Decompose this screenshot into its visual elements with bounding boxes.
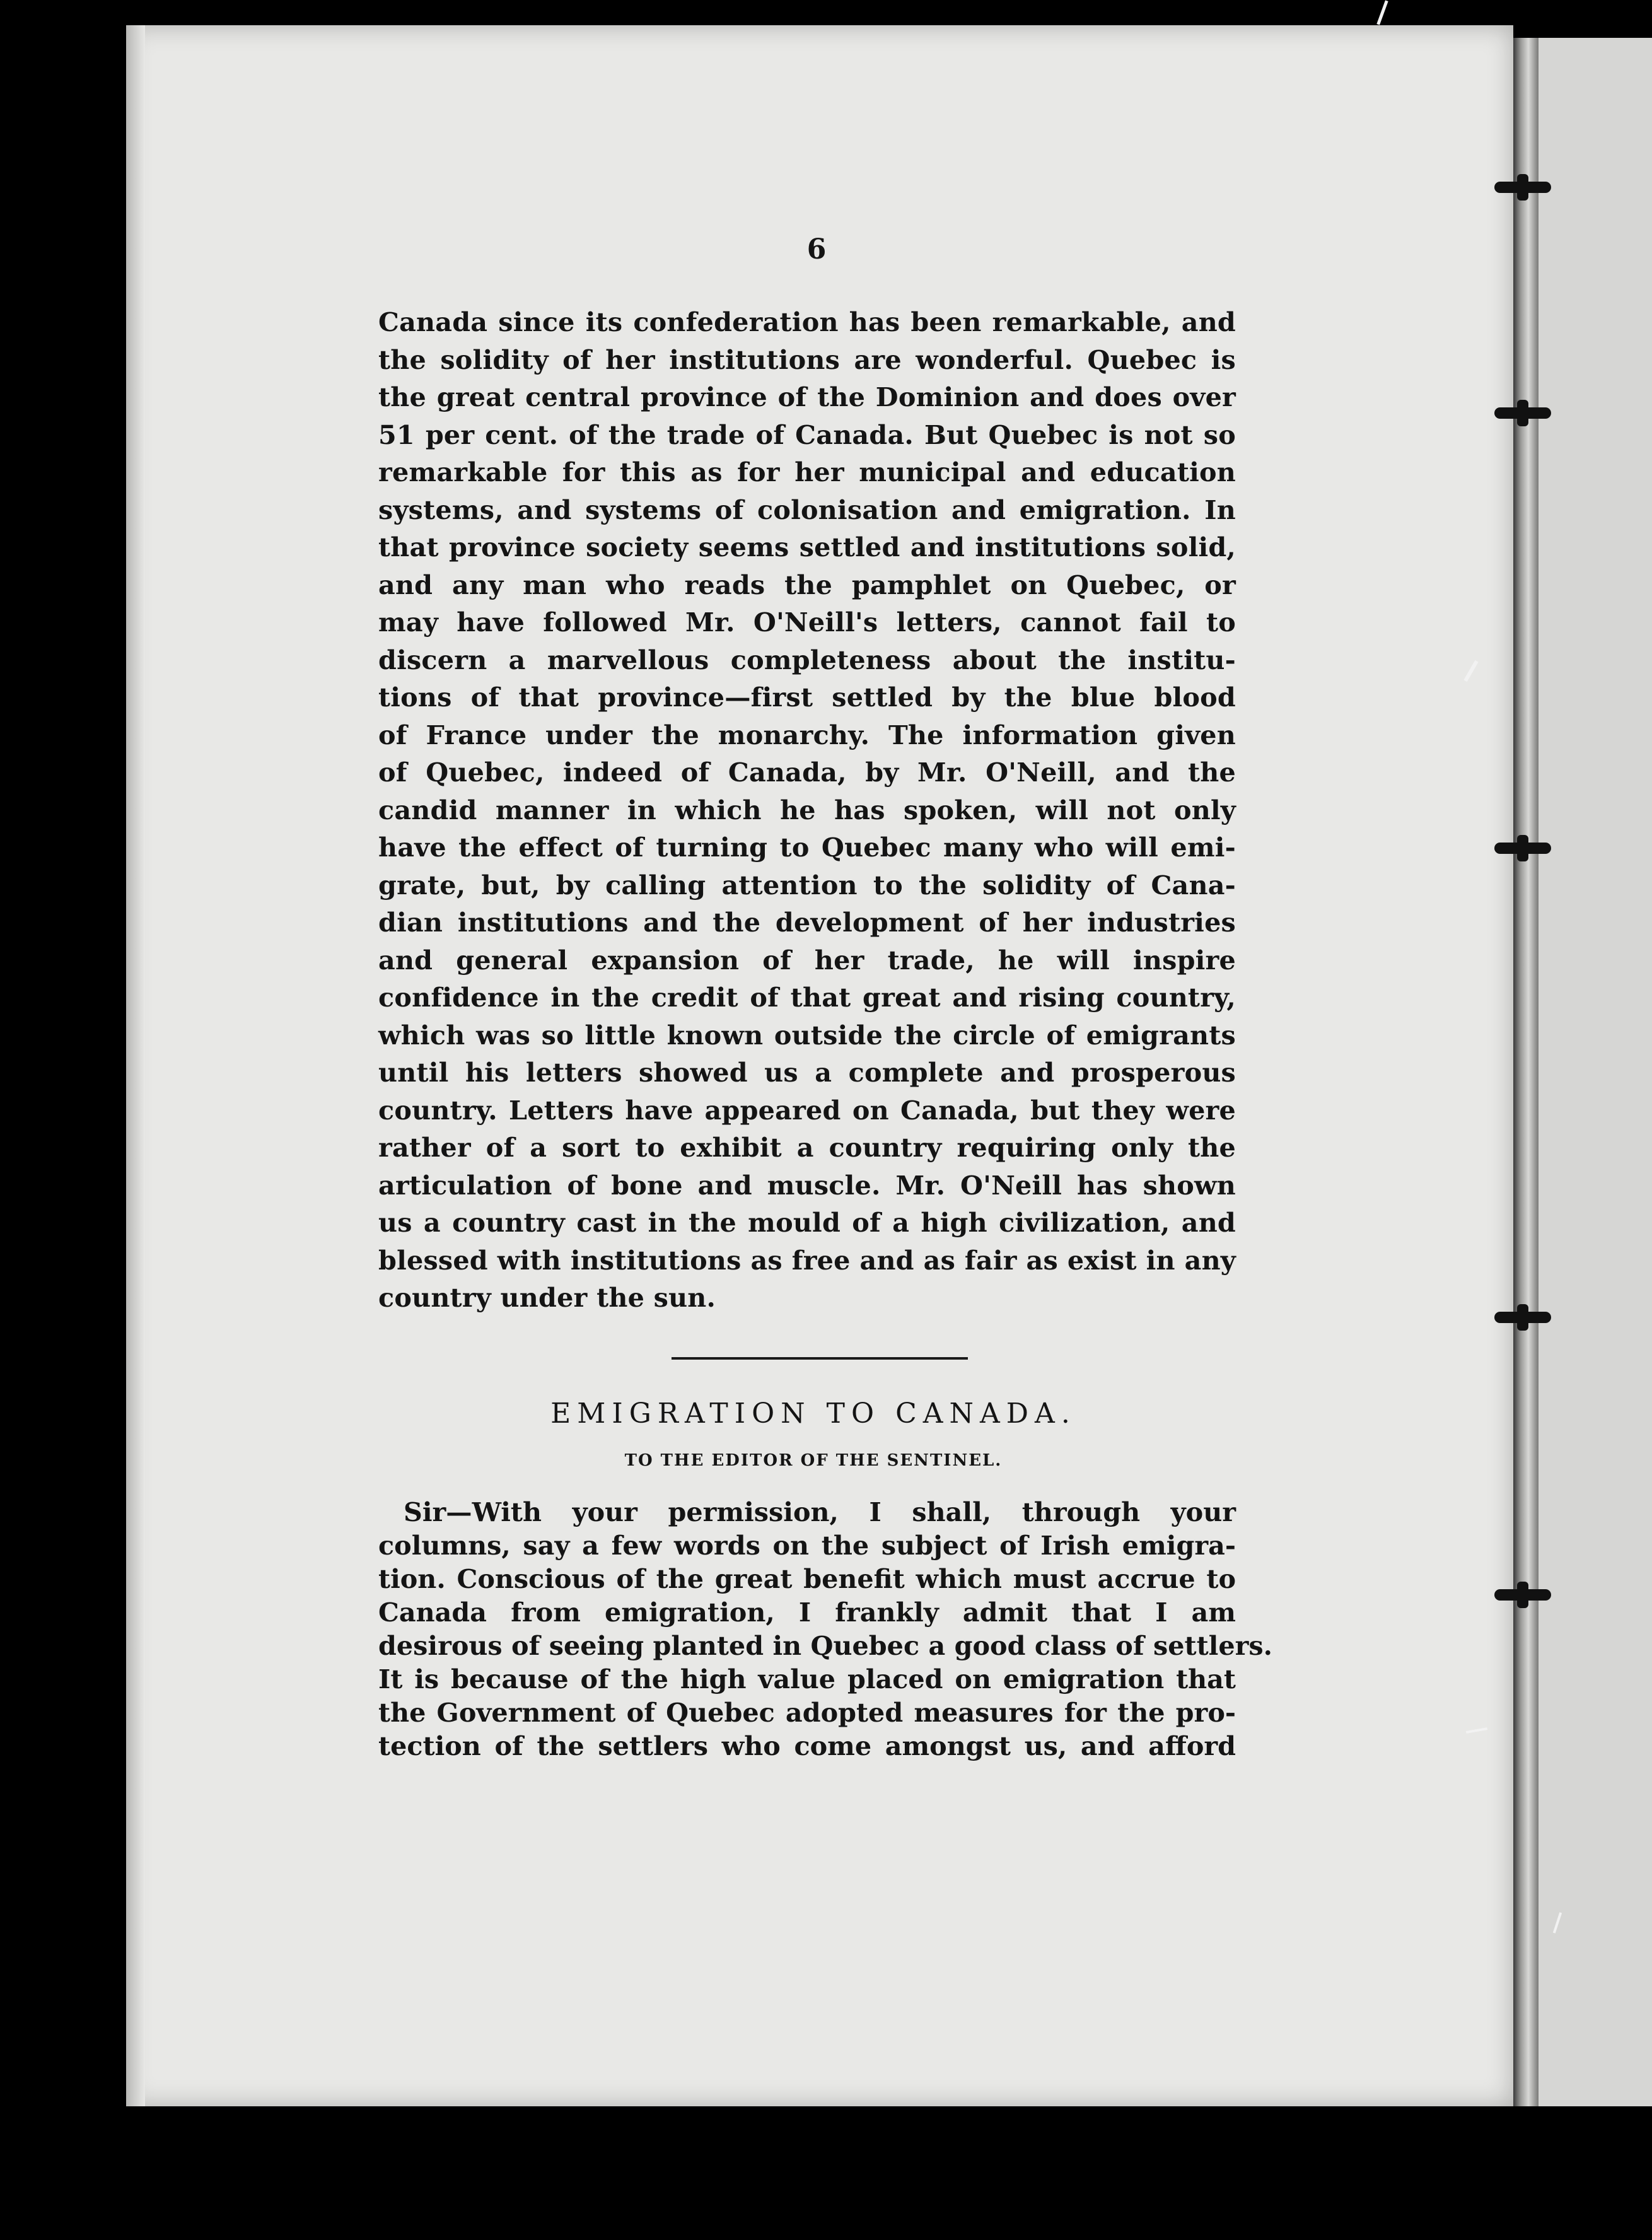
text-line: grate, but, by calling attention to the solidity of Cana-	[378, 869, 1236, 901]
text-line: articulation of bone and muscle. Mr. O'Neill has shown	[378, 1169, 1236, 1201]
text-line: the Government of Quebec adopted measures for the pro-	[378, 1696, 1236, 1728]
text-line: It is because of the high value placed on emigration that	[378, 1663, 1236, 1695]
section-subheading: TO THE EDITOR OF THE SENTINEL.	[624, 1450, 1003, 1470]
body-paragraph	[378, 303, 1236, 1317]
page-number: 6	[806, 233, 827, 265]
binding-stitch	[1494, 407, 1551, 419]
text-line: may have followed Mr. O'Neill's letters, cannot fail to	[378, 607, 1236, 638]
text-line: and general expansion of her trade, he will inspire	[378, 944, 1236, 976]
text-line: candid manner in which he has spoken, will not only	[378, 794, 1236, 825]
text-line: 51 per cent. of the trade of Canada. But Quebec is not so	[378, 419, 1236, 450]
text-line: blessed with institutions as free and as fair as exist in any	[378, 1244, 1236, 1276]
text-line: columns, say a few words on the subject of Irish emigra-	[378, 1529, 1236, 1561]
text-line: desirous of seeing planted in Quebec a good class of settlers.	[378, 1630, 1273, 1661]
text-line: rather of a sort to exhibit a country requiring only the	[378, 1132, 1236, 1163]
text-line: of Quebec, indeed of Canada, by Mr. O'Neill, and the	[378, 757, 1236, 788]
text-line: that province society seems settled and institutions solid,	[378, 532, 1236, 563]
text-line: confidence in the credit of that great and rising country,	[378, 982, 1236, 1013]
binding-strip	[1513, 38, 1539, 2106]
text-line: tion. Conscious of the great benefit which must accrue to	[378, 1563, 1236, 1594]
text-line: of France under the monarchy. The information given	[378, 719, 1236, 750]
text-line: systems, and systems of colonisation and emigration. In	[378, 494, 1236, 525]
text-line: dian institutions and the development of her industries	[378, 907, 1236, 938]
binding-stitch	[1494, 1312, 1551, 1323]
text-line: us a country cast in the mould of a high civilization, and	[378, 1207, 1236, 1238]
text-line: the great central province of the Dominion and does over	[378, 382, 1236, 412]
section-heading: EMIGRATION TO CANADA.	[550, 1397, 1076, 1430]
binding-stitch	[1494, 1589, 1551, 1601]
section-divider	[672, 1357, 968, 1360]
scan-mark	[1376, 0, 1388, 25]
text-line: discern a marvellous completeness about the institu-	[378, 644, 1236, 675]
text-line: tions of that province—first settled by the blue blood	[378, 682, 1236, 713]
text-line: remarkable for this as for her municipal and education	[378, 457, 1236, 487]
text-line: the solidity of her institutions are wonderful. Quebec is	[378, 344, 1236, 375]
binding-stitch	[1494, 843, 1551, 854]
text-line: until his letters showed us a complete and prosperous	[378, 1057, 1236, 1088]
adjacent-page-edge	[1539, 38, 1652, 2106]
letter-paragraph	[378, 1495, 1273, 1763]
text-line: have the effect of turning to Quebec many who will emi-	[378, 832, 1236, 863]
text-line: Sir—With your permission, I shall, through your	[404, 1496, 1236, 1527]
text-line: Canada since its confederation has been remarkable, and	[378, 306, 1236, 337]
page-text	[378, 233, 1273, 1763]
text-line: Canada from emigration, I frankly admit that I am	[378, 1596, 1236, 1628]
text-line: tection of the settlers who come amongst us, and afford	[378, 1730, 1236, 1761]
text-line: which was so little known outside the circle of emigrants	[378, 1019, 1236, 1051]
text-line: country. Letters have appeared on Canada, but they were	[378, 1094, 1236, 1126]
text-line: country under the sun.	[378, 1282, 716, 1313]
binding-stitch	[1494, 182, 1551, 193]
text-line: and any man who reads the pamphlet on Quebec, or	[378, 569, 1236, 600]
